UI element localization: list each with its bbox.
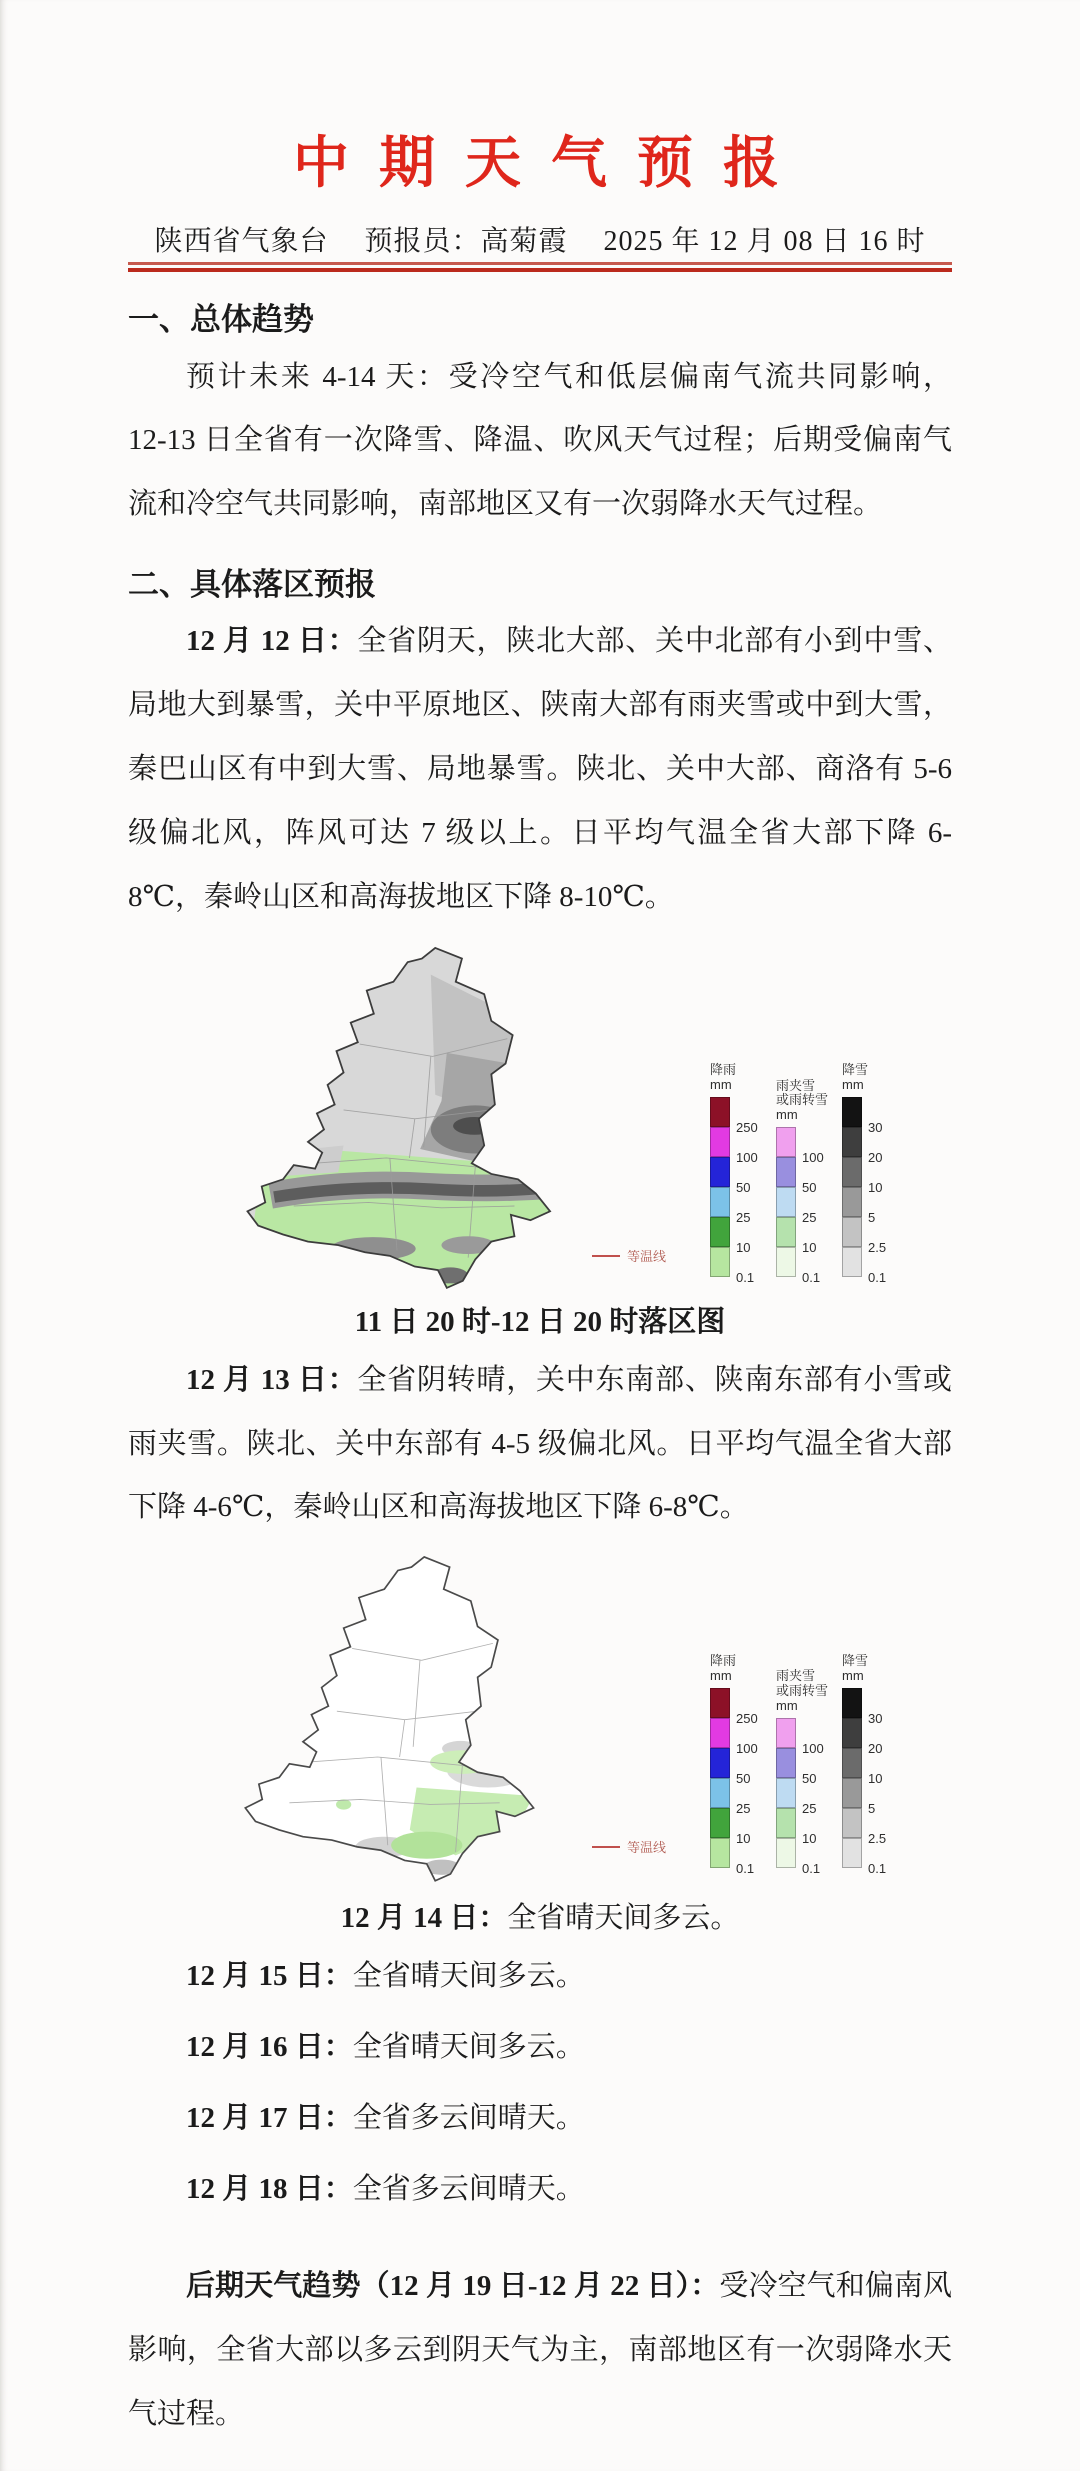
issue-datetime: 2025 年 12 月 08 日 16 时 (603, 226, 926, 258)
legend-value: 25 (802, 1801, 817, 1817)
legend-swatch (710, 1247, 730, 1277)
legend-swatch (710, 1718, 730, 1748)
legend-swatch (776, 1157, 796, 1187)
legend-swatch (710, 1778, 730, 1808)
legend-segment (776, 1127, 824, 1166)
header-rule-thick (128, 268, 952, 272)
legend-value: 25 (736, 1801, 751, 1817)
forecast-dec14 (128, 1896, 952, 1941)
legend-swatch (776, 1808, 796, 1838)
forecast-text: 全省多云间晴天。 (352, 2173, 585, 2206)
date-label: 12 月 16 日： (186, 2031, 353, 2064)
legend-swatch (710, 1688, 730, 1718)
legend-rain (710, 1062, 764, 1286)
isoline-sample (592, 1255, 620, 1257)
legend-swatch (842, 1217, 862, 1247)
date-label: 12 月 13 日： (186, 1363, 358, 1396)
isoline-label: 等温线 (627, 1249, 667, 1265)
date-label: 12 月 14 日： (340, 1902, 508, 1935)
legend-rain-title: 降雨 mm (710, 1062, 737, 1093)
legend-value: 2.5 (868, 1831, 887, 1847)
legend-rain-title: 降雨 mm (710, 1653, 737, 1684)
legend-swatch (776, 1778, 796, 1808)
legend-swatch (710, 1217, 730, 1247)
legend-swatch (842, 1808, 862, 1838)
legend-swatch (710, 1808, 730, 1838)
legend-swatch (842, 1157, 862, 1187)
legend-swatch (710, 1097, 730, 1127)
legend-value: 100 (802, 1741, 824, 1757)
legend-snow (842, 1653, 896, 1877)
legend-segment (776, 1718, 824, 1757)
legend-sleet (776, 1654, 830, 1877)
map-legend (627, 1653, 896, 1877)
isoline-legend (592, 1246, 666, 1265)
legend-sleet-title: 雨夹雪 或雨转雪 mm (776, 1668, 829, 1714)
date-label: 12 月 17 日： (186, 2102, 353, 2135)
trend-paragraph: 预计未来 4-14 天：受冷空气和低层偏南气流共同影响， 12-13 日全省有一次降雪、降温、吹风天气过程；后期受偏南气流和冷空气共同影响，南部地区又有一次弱降水天气过程。 (128, 360, 981, 521)
legend-swatch (710, 1127, 730, 1157)
legend-swatch (776, 1748, 796, 1778)
legend-rain (710, 1653, 764, 1877)
forecast-dec13 (128, 1349, 952, 1540)
legend-value: 2.5 (868, 1240, 887, 1256)
legend-swatch (842, 1778, 862, 1808)
legend-value: 10 (736, 1240, 751, 1256)
legend-swatch (710, 1748, 730, 1778)
daily-forecast-list (128, 1941, 952, 2225)
legend-swatch (776, 1217, 796, 1247)
legend-sleet-title: 雨夹雪 或雨转雪 mm (776, 1077, 829, 1123)
legend-segment (842, 1097, 883, 1136)
legend-value: 10 (802, 1831, 817, 1847)
issuer: 陕西省气象台 (154, 226, 329, 258)
document-meta (128, 219, 952, 259)
isoline-legend (592, 1837, 666, 1856)
legend-value: 50 (736, 1771, 751, 1787)
legend-swatch (842, 1718, 862, 1748)
legend-segment (776, 1157, 817, 1196)
legend-swatch (776, 1247, 796, 1277)
legend-value: 10 (736, 1831, 751, 1847)
legend-value: 10 (868, 1771, 883, 1787)
forecast-text: 全省阴天，陕北大部、关中北部有小到中雪、局地大到暴雪，关中平原地区、陕南大部有雨夹雪或中到大雪，秦巴山区有中到大雪、局地暴雪。陕北、关中大部、商洛有 5-6 级偏北风，阵风可达 7 级以上。日平均气温全省大部下降 6-8℃，秦岭山区和高海拔地区下降 8-10℃。 (128, 625, 960, 913)
forecast-text: 全省晴天间多云。 (352, 1960, 585, 1993)
legend-swatch (842, 1688, 862, 1718)
legend-value: 10 (868, 1180, 883, 1196)
legend-value: 50 (802, 1771, 817, 1787)
legend-value: 50 (736, 1180, 751, 1196)
legend-segment (842, 1217, 887, 1256)
legend-value: 5 (868, 1210, 876, 1226)
legend-value: 30 (868, 1120, 883, 1136)
section-heading-trend: 一、总体趋势 (128, 302, 314, 338)
page-title: 中 期 天 气 预 报 (293, 133, 787, 195)
legend-sleet (776, 1063, 830, 1286)
legend-value: 25 (802, 1210, 817, 1226)
legend-value: 20 (868, 1741, 883, 1757)
forecast-dec15 (128, 1941, 952, 2012)
legend-value: 20 (868, 1150, 883, 1166)
legend-snow-title: 降雪 mm (842, 1653, 869, 1684)
shaanxi-map-dec12 (208, 939, 618, 1295)
header-rule-thin (128, 262, 952, 265)
legend-segment (710, 1097, 758, 1136)
legend-swatch (776, 1838, 796, 1868)
legend-swatch (776, 1187, 796, 1217)
outlook-label: 后期天气趋势（12 月 19 日-12 月 22 日）： (186, 2270, 720, 2303)
forecast-dec17 (128, 2083, 952, 2154)
legend-value: 30 (868, 1711, 883, 1727)
legend-segment (842, 1187, 876, 1226)
legend-snow (842, 1062, 896, 1286)
forecast-dec16 (128, 2012, 952, 2083)
section-heading-detail: 二、具体落区预报 (128, 566, 376, 602)
legend-segment (842, 1688, 883, 1727)
legend-segment (776, 1748, 817, 1787)
forecaster: 预报员：高菊霞 (364, 226, 568, 258)
legend-value: 5 (868, 1801, 876, 1817)
legend-value: 25 (736, 1210, 751, 1226)
legend-swatch (776, 1718, 796, 1748)
outlook-paragraph (128, 2255, 952, 2446)
shaanxi-map-dec13 (208, 1548, 598, 1888)
legend-value: 100 (802, 1150, 824, 1166)
legend-swatch (842, 1127, 862, 1157)
bottom-whitespace (128, 2447, 952, 2471)
legend-value: 0.1 (802, 1270, 821, 1286)
legend-value: 0.1 (736, 1270, 755, 1286)
map-figure-dec12 (180, 937, 900, 1299)
legend-segment (710, 1688, 758, 1727)
date-label: 12 月 12 日： (186, 625, 358, 658)
isoline-label: 等温线 (627, 1840, 667, 1856)
legend-swatch (842, 1097, 862, 1127)
legend-swatch (842, 1838, 862, 1868)
date-label: 12 月 15 日： (186, 1960, 353, 1993)
forecast-text: 全省多云间晴天。 (352, 2102, 585, 2135)
legend-swatch (710, 1187, 730, 1217)
forecast-dec12 (128, 610, 960, 929)
legend-value: 100 (736, 1150, 758, 1166)
legend-value: 0.1 (868, 1861, 887, 1877)
isoline-sample (592, 1846, 620, 1848)
map-figure-dec13 (180, 1546, 900, 1890)
legend-swatch (776, 1127, 796, 1157)
outlook-text: 受冷空气和偏南风影响，全省大部以多云到阴天气为主，南部地区有一次弱降水天气过程。 (128, 2270, 952, 2430)
legend-segment (710, 1157, 751, 1196)
legend-segment (842, 1778, 876, 1817)
legend-value: 250 (736, 1711, 758, 1727)
legend-snow-title: 降雪 mm (842, 1062, 869, 1093)
legend-swatch (842, 1187, 862, 1217)
map1-caption: 11 日 20 时-12 日 20 时落区图 (354, 1306, 726, 1339)
date-label: 12 月 18 日： (186, 2173, 353, 2206)
legend-swatch (710, 1157, 730, 1187)
legend-swatch (842, 1748, 862, 1778)
legend-value: 50 (802, 1180, 817, 1196)
legend-segment (842, 1808, 887, 1847)
legend-segment (710, 1748, 751, 1787)
legend-value: 0.1 (736, 1861, 755, 1877)
legend-value: 0.1 (802, 1861, 821, 1877)
legend-value: 100 (736, 1741, 758, 1757)
map-legend (627, 1062, 896, 1286)
legend-value: 0.1 (868, 1270, 887, 1286)
legend-value: 250 (736, 1120, 758, 1136)
legend-swatch (842, 1247, 862, 1277)
forecast-dec18 (128, 2154, 952, 2225)
forecast-text: 全省晴天间多云。 (352, 2031, 585, 2064)
legend-value: 10 (802, 1240, 817, 1256)
forecast-text: 全省晴天间多云。 (507, 1902, 740, 1935)
forecast-text: 全省阴转晴，关中东南部、陕南东部有小雪或雨夹雪。陕北、关中东部有 4-5 级偏北风。日平均气温全省大部下降 4-6℃，秦岭山区和高海拔地区下降 6-8℃。 (128, 1363, 952, 1524)
legend-swatch (710, 1838, 730, 1868)
